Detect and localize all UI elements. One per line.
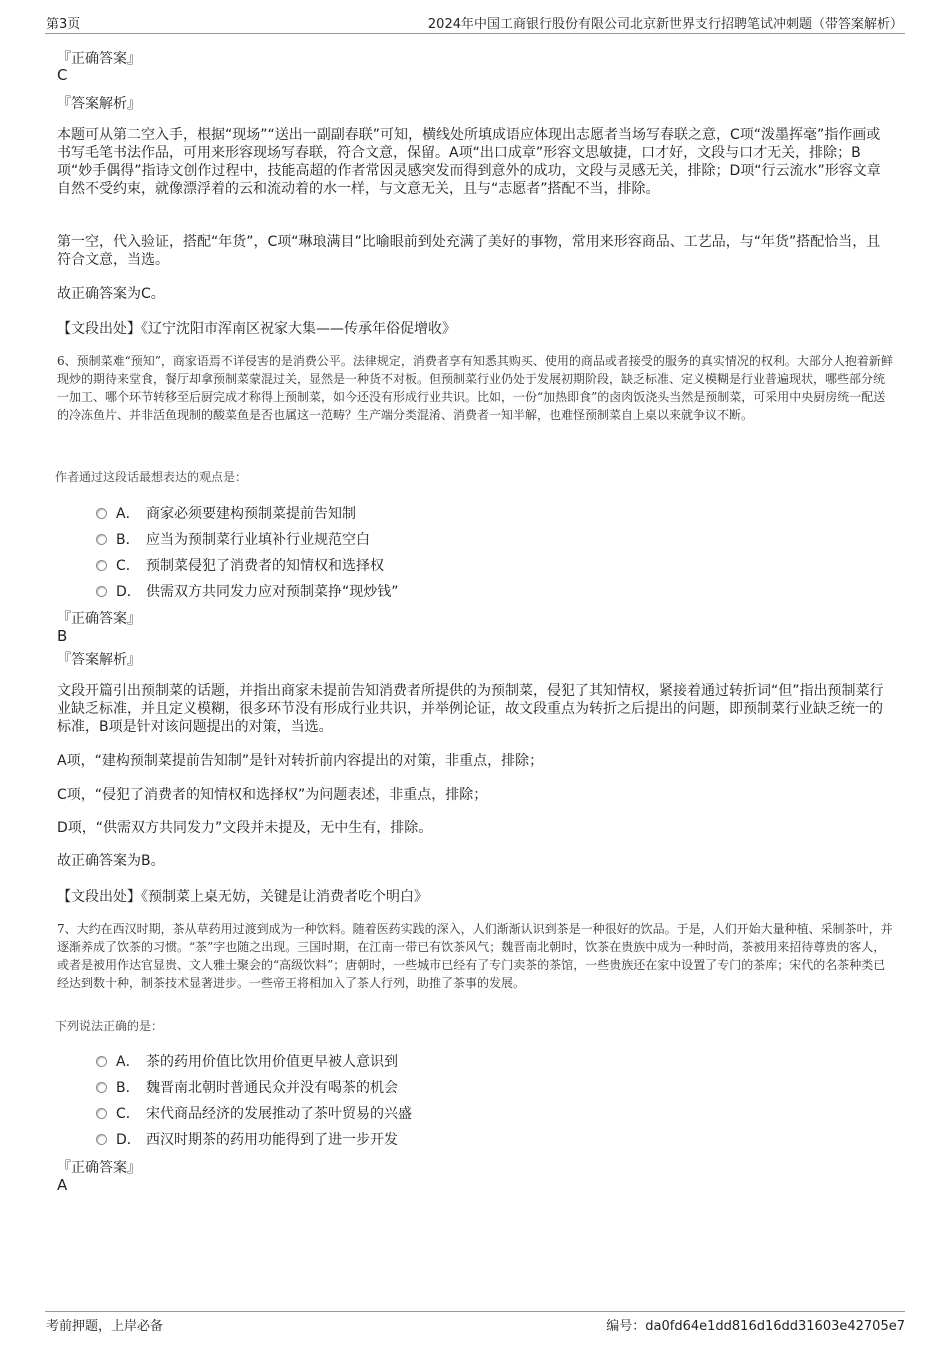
option-text: 应当为预制菜行业填补行业规范空白 [146,532,370,548]
question-prompt: 作者通过这段话最想表达的观点是： [55,470,248,484]
radio-icon[interactable] [96,1134,107,1145]
analysis-paragraph: 本题可从第二空入手，根据“现场”“送出一副副春联”可知，横线处所填成语应体现出志愿者当场写春联之意，C项“泼墨挥毫”指作画或书写毛笔书法作品，可用来形容现场写春联，符合文意，保留。A项“出口成章”形容文思敏捷，口才好，文段与口才无关，排除；B项“妙手偶得”指诗文创作过程中，技能高超的作者常因灵感突发而得到意外的成功，文段与灵感无关，排除；D项“行云流水”形容文章自然不受约束，就像漂浮着的云和流动着的水一样，与文意无关，且与“志愿者”搭配不当，排除。 [57,127,881,197]
option-text: 供需双方共同发力应对预制菜挣“现炒钱” [146,584,399,600]
option-text: 商家必须要建构预制菜提前告知制 [146,506,356,522]
option-b[interactable] [96,1077,398,1097]
passage-source: 【文段出处】《辽宁沈阳市浑南区祝家大集——传承年俗促增收》 [57,321,456,337]
document-code-label: 编号： [606,1319,646,1334]
option-text: 预制菜侵犯了消费者的知情权和选择权 [146,558,384,574]
correct-answer-label: 『正确答案』 [57,51,141,67]
radio-icon[interactable] [96,560,107,571]
question-prompt: 下列说法正确的是： [55,1019,164,1033]
option-text: 西汉时期茶的药用功能得到了进一步开发 [146,1132,398,1148]
header-divider [45,33,905,34]
option-key: C． [116,1106,140,1122]
question-text: 7、大约在西汉时期，茶从草药用过渡到成为一种饮料。随着医药实践的深入，人们渐渐认识到茶是一种很好的饮品。于是，人们开始大量种植、采制茶叶，并逐渐养成了饮茶的习惯。“茶”字也随之出现。三国时期，在江南一带已有饮茶风气；魏晋南北朝时，饮茶在贵族中成为一种时尚，茶被用来招待尊贵的客人，或者是被用作达官显贵、文人雅士聚会的“高级饮料”；唐朝时，一些城市已经有了专门卖茶的茶馆，一些贵族还在家中设置了专门的茶库；宋代的名茶种类已经达到数十种，制茶技术显著进步。一些帝王将相加入了茶人行列，助推了茶事的发展。 [57,922,893,990]
option-text: 宋代商品经济的发展推动了茶叶贸易的兴盛 [146,1106,412,1122]
footer-slogan: 考前押题，上岸必备 [46,1319,164,1334]
document-code-value: da0fd64e1dd816d16dd31603e42705e7 [645,1319,905,1334]
analysis-paragraph: 文段开篇引出预制菜的话题，并指出商家未提前告知消费者所提供的为预制菜，侵犯了其知情权，紧接着通过转折词“但”指出预制菜行业缺乏标准，并且定义模糊，很多环节没有形成行业共识，并举例论证，故文段重点为转折之后提出的问题，即预制菜行业缺乏统一的标准，B项是针对该问题提出的对策，当选。 [57,683,884,735]
option-key: D． [116,584,141,600]
analysis-paragraph: 第一空，代入验证，搭配“年货”，C项“琳琅满目”比喻眼前到处充满了美好的事物，常用来形容商品、工艺品，与“年货”搭配恰当，且符合文意，当选。 [57,234,881,268]
correct-answer: A [57,1176,68,1194]
analysis-label: 『答案解析』 [57,96,141,112]
radio-icon[interactable] [96,1108,107,1119]
analysis-conclusion: 故正确答案为C。 [57,286,165,302]
correct-answer: C [57,66,68,84]
analysis-paragraph: D项，“供需双方共同发力”文段并未提及，无中生有，排除。 [57,820,433,836]
option-key: A． [116,1054,140,1070]
document-code [606,1315,905,1334]
radio-icon[interactable] [96,1056,107,1067]
radio-icon[interactable] [96,586,107,597]
analysis-paragraph: A项，“建构预制菜提前告知制”是针对转折前内容提出的对策，非重点，排除； [57,753,544,769]
analysis-label: 『答案解析』 [57,652,141,668]
correct-answer-label: 『正确答案』 [57,611,141,627]
analysis-conclusion: 故正确答案为B。 [57,853,165,869]
option-c[interactable] [96,1103,412,1123]
option-a[interactable] [96,1051,398,1071]
option-key: B． [116,532,140,548]
correct-answer: B [57,627,68,645]
option-key: C． [116,558,140,574]
question-text: 6、预制菜难“预知”，商家语焉不详侵害的是消费公平。法律规定，消费者享有知悉其购买、使用的商品或者接受的服务的真实情况的权利。大部分人抱着新鲜现炒的期待来堂食，餐厅却拿预制菜蒙混过关，显然是一种货不对板。但预制菜行业仍处于发展初期阶段，缺乏标准、定义模糊是行业普遍现状，哪些部分统一加工、哪个环节转移至后厨完成才称得上预制菜，如今还没有形成行业共识。比如，一份“加热即食”的卤肉饭浇头当然是预制菜，可采用中央厨房统一配送的冷冻鱼片、并非活鱼现制的酸菜鱼是否也属这一范畴？生产端分类混淆、消费者一知半解，也难怪预制菜自上桌以来就争议不断。 [57,354,893,422]
analysis-paragraph: C项，“侵犯了消费者的知情权和选择权”为问题表述，非重点，排除； [57,787,488,803]
passage-source: 【文段出处】《预制菜上桌无妨，关键是让消费者吃个明白》 [57,889,428,905]
option-b[interactable] [96,529,370,549]
option-d[interactable] [96,581,399,601]
radio-icon[interactable] [96,1082,107,1093]
footer-divider [45,1311,905,1312]
radio-icon[interactable] [96,534,107,545]
document-title: 2024年中国工商银行股份有限公司北京新世界支行招聘笔试冲刺题（带答案解析） [427,17,903,32]
option-text: 茶的药用价值比饮用价值更早被人意识到 [146,1054,398,1070]
option-key: D． [116,1132,141,1148]
option-c[interactable] [96,555,384,575]
option-a[interactable] [96,503,356,523]
correct-answer-label: 『正确答案』 [57,1160,141,1176]
option-d[interactable] [96,1129,398,1149]
option-key: B． [116,1080,140,1096]
option-text: 魏晋南北朝时普通民众并没有喝茶的机会 [146,1080,398,1096]
radio-icon[interactable] [96,508,107,519]
option-key: A． [116,506,140,522]
page-number: 第3页 [46,17,81,32]
